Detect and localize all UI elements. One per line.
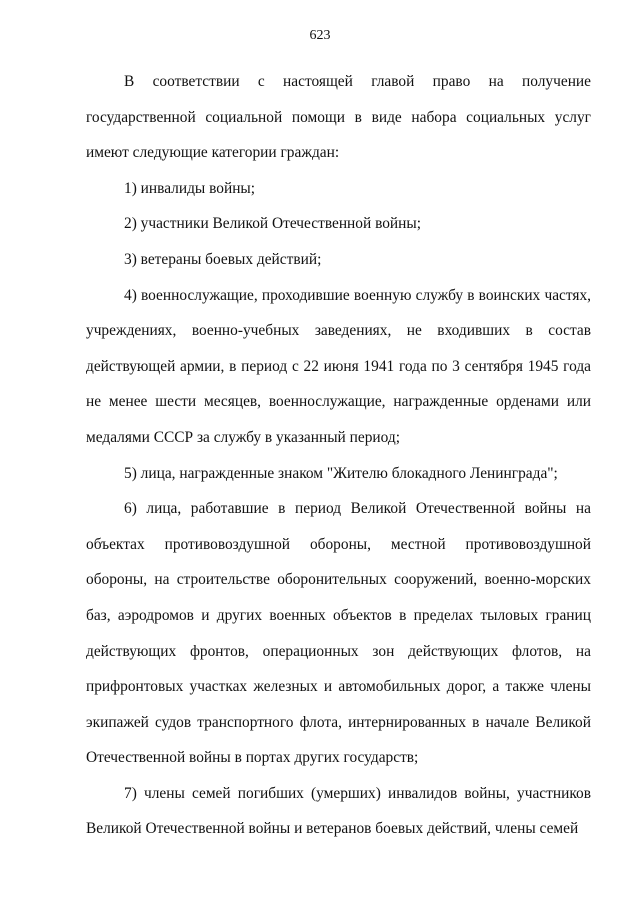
list-item-5: 5) лица, награжденные знаком "Жителю блокадного Ленинграда"; (124, 464, 558, 482)
document-body (86, 64, 591, 847)
page-number: 623 (309, 28, 331, 43)
list-item-7: 7) члены семей погибших (умерших) инвалидов войны, участников Великой Отечественной войны и ветеранов боевых действий, члены семей (86, 784, 591, 838)
paragraph-intro: В соответствии с настоящей главой право на получение государственной социальной помощи в виде набора социальных услуг имеют следующие категории граждан: (86, 73, 591, 162)
list-item-2: 2) участники Великой Отечественной войны; (124, 215, 422, 233)
list-item-6: 6) лица, работавшие в период Великой Отечественной войны на объектах противовоздушной обороны, местной противовоздушной обороны, на строительстве оборонительных сооружений, военно-морских баз, аэродромов и других военных объектов в пределах тыловых границ действующих фронтов, операционных зон действующих флотов, на прифронтовых участках железных и автомобильных дорог, а также члены экипажей судов транспортного флота, интернированных в начале Великой Отечественной войны в портах других государств; (86, 500, 591, 767)
list-item-3: 3) ветераны боевых действий; (124, 250, 322, 268)
list-item-4: 4) военнослужащие, проходившие военную службу в воинских частях, учреждениях, военно-учебных заведениях, не входивших в состав действующей армии, в период с 22 июня 1941 года по 3 сентября 1945 года не менее шести месяцев, военнослужащие, награжденные орденами или медалями СССР за службу в указанный период; (86, 286, 591, 446)
list-item-1: 1) инвалиды войны; (124, 179, 256, 197)
